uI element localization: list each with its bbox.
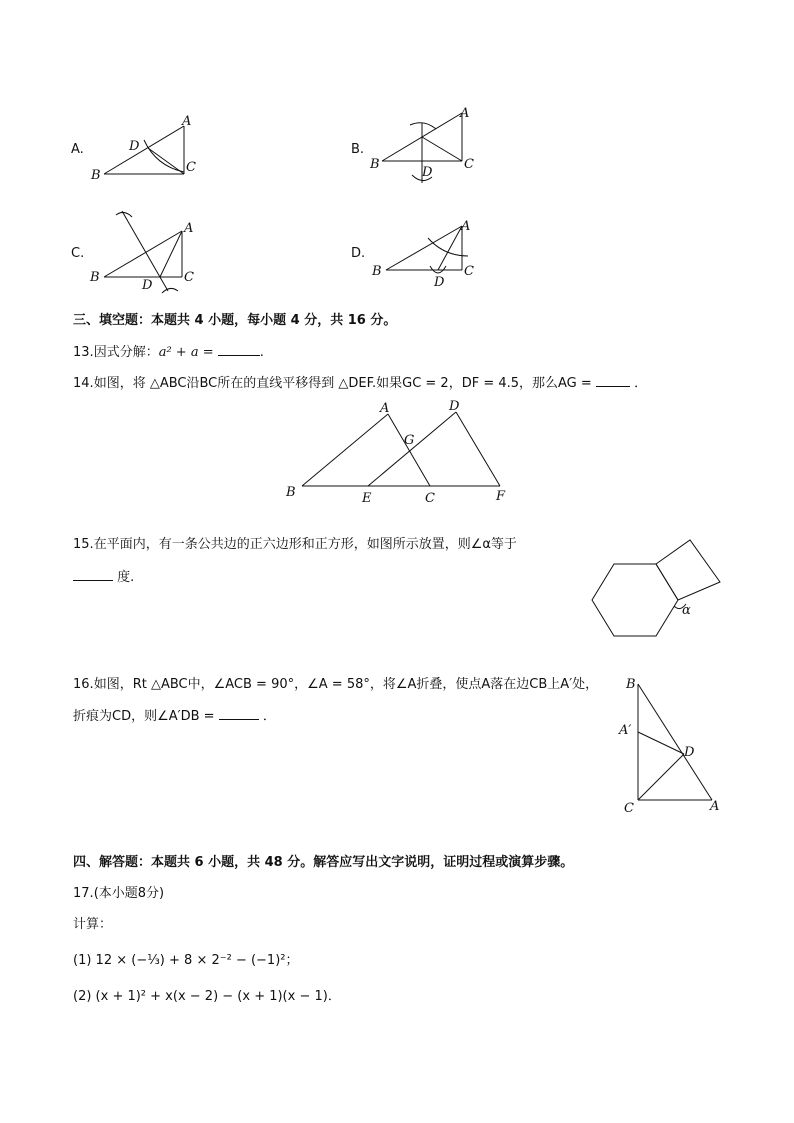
option-c-label-a: A [184, 221, 194, 236]
option-b-label-a: A [460, 106, 470, 121]
option-c-label-d: D [142, 278, 153, 293]
option-b-figure [366, 105, 496, 190]
option-c-label-c: C [184, 270, 194, 285]
option-a-label-a: A [182, 114, 192, 129]
q16-text: 如图，Rt △ABC中，∠ACB = 90°，∠A = 58°，将∠A折叠，使点A落在边CB上A′处， [93, 677, 599, 692]
q14-label-g: G [404, 433, 415, 448]
section3-heading: 三、填空题：本题共 4 小题，每小题 4 分，共 16 分。 [73, 313, 397, 328]
q13-answer-blank[interactable] [218, 342, 260, 356]
q16-figure [616, 674, 728, 820]
q13: 13.因式分解：a² + a = . [73, 342, 264, 362]
q16-label-d: D [684, 745, 695, 760]
q16-label-c: C [624, 801, 634, 816]
option-d-tag: D. [351, 246, 366, 261]
q15-label-alpha: α [682, 603, 691, 618]
option-a-label-d: D [129, 139, 140, 154]
option-b-label-b: B [370, 157, 380, 172]
q14 [73, 373, 647, 393]
option-c-tag: C. [71, 246, 85, 261]
option-b-label-d: D [422, 165, 433, 180]
q17-part2: (2) (x + 1)² + x(x − 2) − (x + 1)(x − 1)． [73, 989, 341, 1004]
q15-number: 15. [73, 537, 94, 552]
option-c-label-b: B [90, 270, 100, 285]
option-d-figure [366, 212, 496, 294]
q14-number: 14. [73, 376, 94, 391]
q15-line2 [73, 567, 134, 587]
option-d-label-d: D [434, 275, 445, 290]
q17-header [73, 885, 164, 903]
q14-label-c: C [425, 491, 435, 506]
q14-text: 如图，将 △ABC沿BC所在的直线平移得到 △DEF.如果GC = 2，DF = 4.5，那么AG = [93, 376, 596, 391]
q15-text: 在平面内，有一条公共边的正六边形和正方形，如图所示放置，则∠α等于 [93, 537, 517, 552]
section4-heading: 四、解答题：本题共 6 小题，共 48 分。解答应写出文字说明，证明过程或演算步骤。 [73, 855, 574, 870]
q15-line1 [73, 536, 517, 554]
q14-label-b: B [286, 485, 296, 500]
q16-line2 [73, 706, 276, 726]
option-d-label-a: A [461, 219, 471, 234]
q14-label-e: E [362, 491, 372, 506]
q16-label-a: A [710, 799, 720, 814]
q14-label-f: F [496, 489, 506, 504]
q13-expression: a² + a = [158, 345, 218, 360]
q16-label-b: B [626, 677, 636, 692]
q16-line1 [73, 676, 598, 694]
q17-part1: (1) 12 × (−⅓) + 8 × 2⁻² − (−1)²； [73, 953, 299, 968]
option-a-label-c: C [186, 160, 196, 175]
q14-label-d: D [449, 399, 460, 414]
q16-end: ． [262, 709, 276, 724]
q17-score: (本小题8分) [93, 886, 165, 901]
q16-text-2: 折痕为CD，则∠A′DB = [73, 709, 219, 724]
option-d-label-c: C [464, 264, 474, 279]
option-a-tag: A. [71, 142, 84, 157]
option-b-tag: B. [351, 142, 365, 157]
q15-figure [590, 532, 730, 642]
q13-number: 13. [73, 345, 94, 360]
option-c-figure [86, 205, 216, 297]
q15-unit: 度. [117, 570, 135, 585]
q13-text: 因式分解： [93, 345, 159, 360]
option-b-label-c: C [464, 157, 474, 172]
q14-answer-blank[interactable] [596, 373, 630, 387]
q15-answer-blank[interactable] [73, 567, 113, 581]
q14-label-a: A [380, 401, 390, 416]
option-d-label-b: B [372, 264, 382, 279]
q16-label-a-prime: A′ [619, 723, 632, 738]
q16-number: 16. [73, 677, 94, 692]
q14-end: ． [634, 376, 648, 391]
option-a-label-b: B [91, 168, 101, 183]
q17-number: 17. [73, 886, 94, 901]
option-a-figure [86, 110, 216, 190]
q17-instruction: 计算： [73, 917, 113, 932]
q14-figure [280, 396, 520, 506]
q16-answer-blank[interactable] [219, 706, 259, 720]
